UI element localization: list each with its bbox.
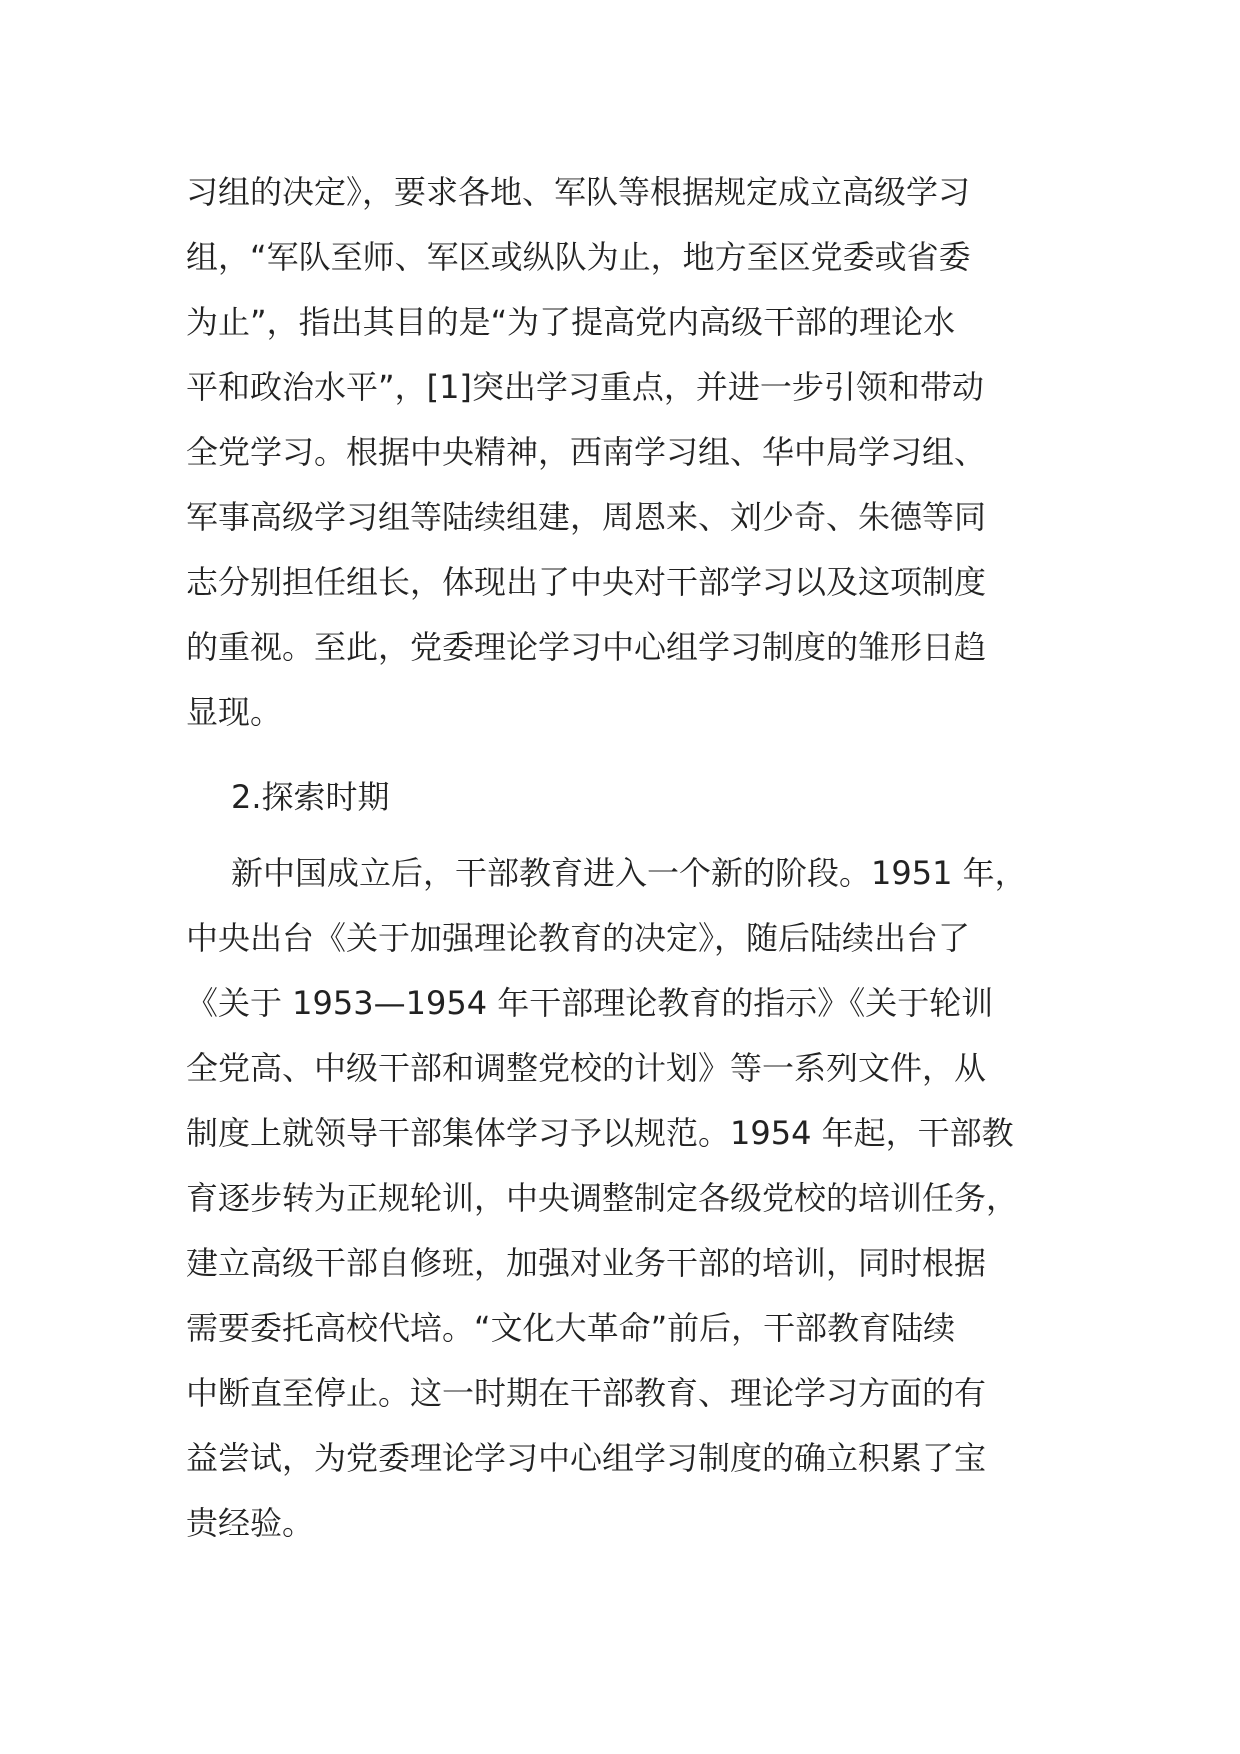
section-heading-text: 2.探索时期 — [231, 778, 390, 816]
paragraph-2-line: 贵经验。 — [186, 1504, 315, 1542]
paragraph-2-line: 建立高级干部自修班，加强对业务干部的培训，同时根据 — [186, 1244, 987, 1282]
section-heading — [186, 765, 1066, 830]
paragraph-1-line: 显现。 — [186, 693, 283, 731]
paragraph-1-line: 为止”，指出其目的是“为了提高党内高级干部的理论水 — [186, 303, 956, 341]
paragraph-2-line: 益尝试，为党委理论学习中心组学习制度的确立积累了宝 — [186, 1439, 987, 1477]
paragraph-1-line: 平和政治水平”，[1]突出学习重点，并进一步引领和带动 — [186, 368, 984, 406]
paragraph-2-line: 中断直至停止。这一时期在干部教育、理论学习方面的有 — [186, 1374, 987, 1412]
paragraph-2-line: 育逐步转为正规轮训，中央调整制定各级党校的培训任务， — [186, 1179, 1019, 1217]
paragraph-1-line: 军事高级学习组等陆续组建，周恩来、刘少奇、朱德等同 — [186, 498, 987, 536]
paragraph-2 — [186, 841, 1066, 1556]
paragraph-2-line: 《关于 1953—1954 年干部理论教育的指示》《关于轮训 — [186, 984, 994, 1022]
paragraph-2-line: 新中国成立后，干部教育进入一个新的阶段。1951 年， — [231, 854, 1027, 892]
paragraph-2-line: 制度上就领导干部集体学习予以规范。1954 年起，干部教 — [186, 1114, 1014, 1152]
paragraph-2-line: 中央出台《关于加强理论教育的决定》，随后陆续出台了 — [186, 919, 971, 957]
paragraph-1-line: 的重视。至此，党委理论学习中心组学习制度的雏形日趋 — [186, 628, 987, 666]
paragraph-1-line: 志分别担任组长，体现出了中央对干部学习以及这项制度 — [186, 563, 987, 601]
paragraph-1-line: 全党学习。根据中央精神，西南学习组、华中局学习组、 — [186, 433, 987, 471]
paragraph-1-line: 习组的决定》，要求各地、军队等根据规定成立高级学习 — [186, 173, 971, 211]
paragraph-1 — [186, 160, 1066, 745]
paragraph-1-line: 组，“军队至师、军区或纵队为止，地方至区党委或省委 — [186, 238, 971, 276]
paragraph-2-line: 需要委托高校代培。“文化大革命”前后，干部教育陆续 — [186, 1309, 956, 1347]
paragraph-2-line: 全党高、中级干部和调整党校的计划》等一系列文件，从 — [186, 1049, 987, 1087]
